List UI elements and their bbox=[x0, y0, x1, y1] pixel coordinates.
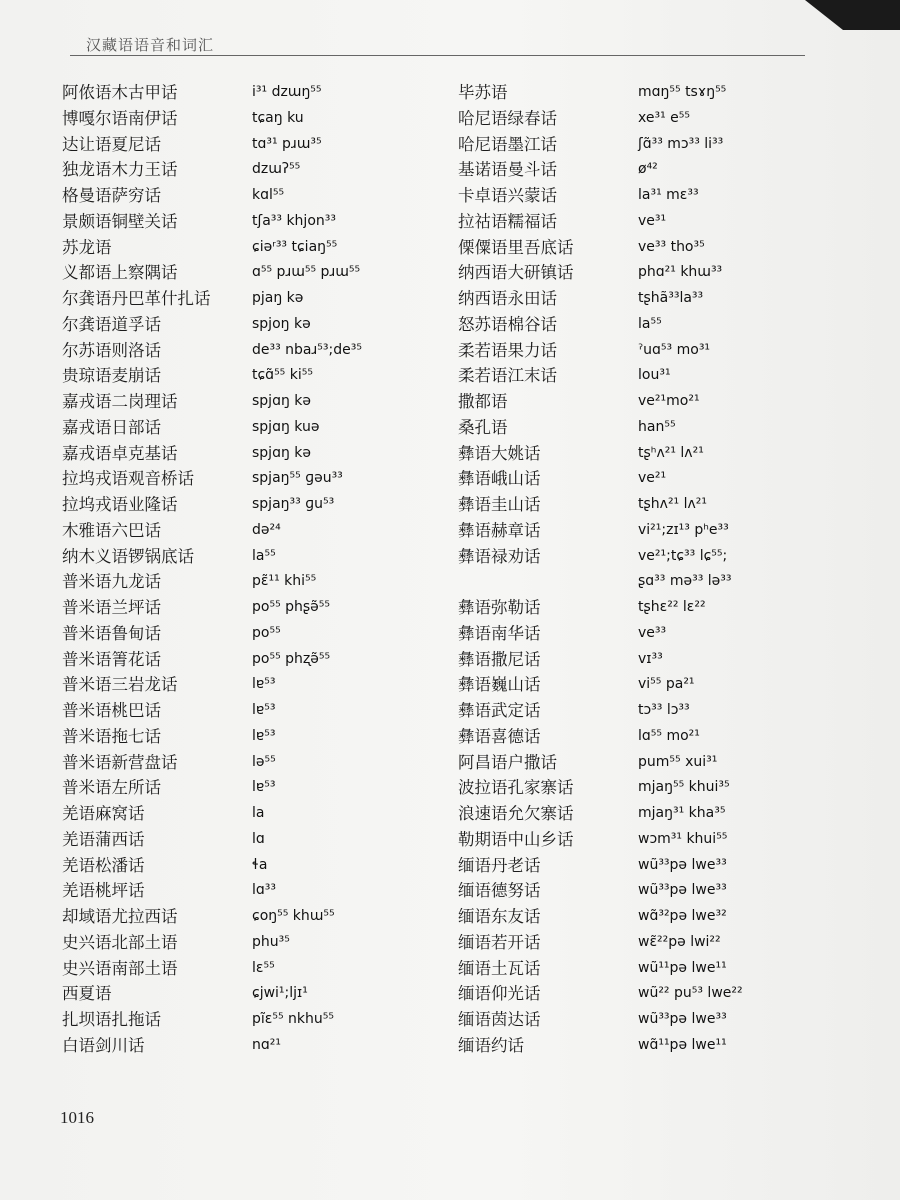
phonetic-form: pɛ̃¹¹ khi⁵⁵ bbox=[252, 573, 317, 590]
dialect-name: 纳西语永田话 bbox=[458, 289, 557, 308]
entry-row bbox=[458, 801, 818, 827]
dialect-name: 普米语兰坪话 bbox=[62, 598, 161, 617]
entry-row bbox=[62, 981, 442, 1007]
entry-row bbox=[62, 260, 442, 286]
dialect-name: 缅语土瓦话 bbox=[458, 958, 541, 978]
entry-row bbox=[62, 441, 442, 467]
phonetic-form: ve²¹ bbox=[638, 470, 667, 487]
entry-row bbox=[458, 183, 818, 209]
dialect-name: 白语剑川话 bbox=[62, 1035, 145, 1055]
phonetic-form: la³¹ mɛ³³ bbox=[638, 187, 699, 203]
phonetic-form: lɑ bbox=[252, 830, 265, 847]
phonetic-form: wũ³³pə lwe³³ bbox=[638, 856, 727, 873]
dialect-name: 傈僳语里吾底话 bbox=[458, 237, 574, 257]
entry-row bbox=[62, 389, 442, 415]
dialect-name: 史兴语南部土语 bbox=[62, 958, 178, 978]
dialect-name: 基诺语曼斗话 bbox=[458, 160, 557, 180]
phonetic-form: han⁵⁵ bbox=[638, 418, 676, 435]
phonetic-form: ʂɑ³³ mə³³ lə³³ bbox=[638, 573, 732, 590]
entry-row bbox=[62, 775, 442, 801]
entry-row bbox=[62, 363, 442, 389]
entry-row bbox=[458, 260, 818, 286]
dialect-name: 波拉语孔家寨话 bbox=[458, 778, 574, 798]
entry-row bbox=[62, 853, 442, 879]
entry-row bbox=[458, 363, 818, 389]
entry-row bbox=[62, 132, 442, 158]
phonetic-form: la bbox=[252, 805, 265, 821]
entry-row bbox=[62, 827, 442, 853]
entry-row bbox=[62, 544, 442, 570]
dialect-name: 缅语茵达话 bbox=[458, 1010, 541, 1029]
entry-row bbox=[62, 286, 442, 312]
dialect-name: 卡卓语兴蒙话 bbox=[458, 186, 557, 205]
dialect-name: 阿侬语木古甲话 bbox=[62, 83, 178, 102]
entry-row bbox=[458, 492, 818, 518]
dialect-name: 木雅语六巴话 bbox=[62, 520, 161, 540]
phonetic-form: tʂʰʌ²¹ lʌ²¹ bbox=[638, 444, 704, 461]
dialect-name: 缅语东友话 bbox=[458, 907, 541, 926]
phonetic-form: lɐ⁵³ bbox=[252, 676, 276, 693]
dialect-name: 撒都语 bbox=[458, 392, 508, 411]
phonetic-form: spjɑŋ kuə bbox=[252, 418, 320, 435]
phonetic-form: tɑ³¹ pɹɯ³⁵ bbox=[252, 135, 322, 152]
phonetic-form: pjaŋ kə bbox=[252, 290, 304, 306]
dialect-name: 彝语武定话 bbox=[458, 701, 541, 720]
dialect-name: 彝语弥勒话 bbox=[458, 598, 541, 617]
dialect-name: 嘉戎语二岗理话 bbox=[62, 392, 178, 411]
phonetic-form: ˀuɑ⁵³ mo³¹ bbox=[638, 341, 711, 358]
entry-row bbox=[62, 1033, 442, 1059]
entry-row bbox=[62, 415, 442, 441]
dialect-name: 苏龙语 bbox=[62, 237, 112, 257]
dialect-name: 尔苏语则洛话 bbox=[62, 340, 161, 360]
entry-row bbox=[62, 621, 442, 647]
entry-row bbox=[62, 80, 442, 106]
entry-row bbox=[458, 312, 818, 338]
dialect-name: 柔若语江末话 bbox=[458, 366, 557, 386]
dialect-name: 彝语圭山话 bbox=[458, 495, 541, 514]
right-column bbox=[458, 80, 818, 1059]
phonetic-form: phɑ²¹ khɯ³³ bbox=[638, 264, 723, 281]
dialect-name: 嘉戎语日部话 bbox=[62, 417, 161, 437]
dialect-name: 缅语丹老话 bbox=[458, 855, 541, 875]
entry-row bbox=[458, 930, 818, 956]
phonetic-form: wũ¹¹pə lwe¹¹ bbox=[638, 959, 727, 976]
phonetic-form: ɑ⁵⁵ pɹɯ⁵⁵ pɹɯ⁵⁵ bbox=[252, 264, 361, 281]
phonetic-form: lə⁵⁵ bbox=[252, 753, 276, 770]
phonetic-form: mjaŋ³¹ kha³⁵ bbox=[638, 805, 726, 821]
dialect-name: 拉坞戎语观音桥话 bbox=[62, 469, 194, 489]
entry-row bbox=[62, 750, 442, 776]
phonetic-form: tʃa³³ khjon³³ bbox=[252, 212, 336, 229]
phonetic-form: pum⁵⁵ xui³¹ bbox=[638, 753, 718, 770]
left-column bbox=[62, 80, 442, 1059]
entry-row bbox=[62, 724, 442, 750]
dialect-name: 羌语松潘话 bbox=[62, 855, 145, 875]
dialect-name: 彝语赫章话 bbox=[458, 520, 541, 540]
dialect-name: 格曼语萨穷话 bbox=[62, 186, 161, 205]
entry-row bbox=[458, 466, 818, 492]
entry-row bbox=[458, 286, 818, 312]
entry-row bbox=[62, 801, 442, 827]
header-rule bbox=[70, 55, 805, 56]
dialect-name: 达让语夏尼话 bbox=[62, 134, 161, 154]
dialect-name: 尔龚语丹巴革什扎话 bbox=[62, 289, 211, 308]
entry-row bbox=[458, 157, 818, 183]
dialect-name: 义都语上察隅话 bbox=[62, 263, 178, 283]
dialect-name: 缅语约话 bbox=[458, 1035, 524, 1055]
phonetic-form: po⁵⁵ phʐə̃⁵⁵ bbox=[252, 650, 331, 667]
entry-row bbox=[62, 672, 442, 698]
phonetic-form: vɪ³³ bbox=[638, 650, 663, 667]
phonetic-form: tʂhɛ²² lɛ²² bbox=[638, 599, 706, 615]
phonetic-form: wɑ̃³²pə lwe³² bbox=[638, 908, 727, 924]
phonetic-form: pĩɛ⁵⁵ nkhu⁵⁵ bbox=[252, 1011, 334, 1027]
phonetic-form: tʂhʌ²¹ lʌ²¹ bbox=[638, 496, 708, 512]
phonetic-form: wɔm³¹ khui⁵⁵ bbox=[638, 830, 728, 847]
phonetic-form: nɑ²¹ bbox=[252, 1036, 281, 1053]
entry-row bbox=[458, 750, 818, 776]
dialect-name: 普米语拖七话 bbox=[62, 726, 161, 746]
entry-row bbox=[458, 569, 818, 595]
phonetic-form: ɕoŋ⁵⁵ khɯ⁵⁵ bbox=[252, 908, 335, 924]
entry-row bbox=[458, 209, 818, 235]
dialect-name: 彝语禄劝话 bbox=[458, 546, 541, 566]
entry-row bbox=[458, 595, 818, 621]
dialect-name: 勒期语中山乡话 bbox=[458, 829, 574, 849]
entry-row bbox=[458, 672, 818, 698]
entry-row bbox=[62, 235, 442, 261]
phonetic-form: tɔ³³ lɔ³³ bbox=[638, 702, 690, 718]
dialect-name: 怒苏语棉谷话 bbox=[458, 314, 557, 334]
phonetic-form: ve³³ bbox=[638, 624, 667, 641]
phonetic-form: ɬa bbox=[252, 856, 268, 873]
phonetic-form: də²⁴ bbox=[252, 521, 281, 538]
dialect-name: 羌语麻窝话 bbox=[62, 804, 145, 823]
dialect-name: 柔若语果力话 bbox=[458, 340, 557, 360]
dialect-name: 缅语仰光话 bbox=[458, 984, 541, 1004]
dialect-name: 纳木义语锣锅底话 bbox=[62, 546, 194, 566]
entry-row bbox=[458, 647, 818, 673]
phonetic-form: mɑŋ⁵⁵ tsɤŋ⁵⁵ bbox=[638, 84, 727, 100]
entry-row bbox=[458, 775, 818, 801]
phonetic-form: wũ³³pə lwe³³ bbox=[638, 882, 727, 899]
entry-row bbox=[62, 878, 442, 904]
entry-row bbox=[62, 338, 442, 364]
phonetic-form: phu³⁵ bbox=[252, 933, 290, 950]
dialect-name: 贵琼语麦崩话 bbox=[62, 366, 161, 386]
entry-row bbox=[62, 904, 442, 930]
phonetic-form: spjɑŋ kə bbox=[252, 393, 312, 409]
entry-row bbox=[62, 209, 442, 235]
phonetic-form: wɑ̃¹¹pə lwe¹¹ bbox=[638, 1036, 727, 1053]
entry-row bbox=[458, 106, 818, 132]
entry-row bbox=[458, 981, 818, 1007]
phonetic-form: wɛ̃²²pə lwi²² bbox=[638, 933, 721, 950]
phonetic-form: ɕjwi¹;ljɪ¹ bbox=[252, 985, 308, 1002]
phonetic-form: lɛ⁵⁵ bbox=[252, 959, 275, 976]
dialect-name: 普米语左所话 bbox=[62, 778, 161, 798]
phonetic-form: xe³¹ e⁵⁵ bbox=[638, 109, 690, 126]
dialect-name: 尔龚语道孚话 bbox=[62, 314, 161, 334]
phonetic-form: po⁵⁵ phʂə̃⁵⁵ bbox=[252, 599, 331, 615]
dialect-name: 彝语大姚话 bbox=[458, 443, 541, 463]
entry-row bbox=[458, 518, 818, 544]
entry-row bbox=[458, 1033, 818, 1059]
phonetic-form: tɕaŋ ku bbox=[252, 109, 304, 126]
entry-row bbox=[458, 415, 818, 441]
entry-row bbox=[458, 878, 818, 904]
page-number: 1016 bbox=[60, 1108, 94, 1127]
dialect-name: 羌语桃坪话 bbox=[62, 881, 145, 901]
phonetic-form: la⁵⁵ bbox=[638, 315, 662, 332]
phonetic-form: dzɯʔ⁵⁵ bbox=[252, 161, 301, 178]
phonetic-form: wũ³³pə lwe³³ bbox=[638, 1011, 727, 1027]
phonetic-form: tʂhã³³la³³ bbox=[638, 290, 704, 306]
entry-row bbox=[62, 1007, 442, 1033]
entry-row bbox=[458, 698, 818, 724]
entry-row bbox=[458, 621, 818, 647]
dialect-name: 彝语喜德话 bbox=[458, 726, 541, 746]
entry-row bbox=[458, 1007, 818, 1033]
dialect-name: 纳西语大研镇话 bbox=[458, 263, 574, 283]
dialect-name: 景颇语铜壁关话 bbox=[62, 211, 178, 231]
entry-row bbox=[62, 647, 442, 673]
dialect-name: 普米语鲁甸话 bbox=[62, 623, 161, 643]
dialect-name: 桑孔语 bbox=[458, 417, 508, 437]
phonetic-form: ʃɑ̃³³ mɔ³³ li³³ bbox=[638, 135, 724, 152]
entry-row bbox=[458, 80, 818, 106]
phonetic-form: ve²¹mo²¹ bbox=[638, 393, 700, 409]
phonetic-form: lɐ⁵³ bbox=[252, 702, 276, 718]
dialect-name: 浪速语允欠寨话 bbox=[458, 804, 574, 823]
entry-row bbox=[458, 132, 818, 158]
phonetic-form: lɐ⁵³ bbox=[252, 779, 276, 796]
phonetic-form: spjoŋ kə bbox=[252, 315, 311, 332]
dialect-name: 普米语桃巴话 bbox=[62, 701, 161, 720]
phonetic-form: tɕɑ̃⁵⁵ ki⁵⁵ bbox=[252, 367, 313, 384]
dialect-name: 普米语三岩龙话 bbox=[62, 675, 178, 695]
dialect-name: 彝语巍山话 bbox=[458, 675, 541, 695]
dialect-name: 哈尼语墨江话 bbox=[458, 134, 557, 154]
phonetic-form: lɐ⁵³ bbox=[252, 727, 276, 744]
phonetic-form: la⁵⁵ bbox=[252, 547, 276, 564]
phonetic-form: lɑ⁵⁵ mo²¹ bbox=[638, 727, 700, 744]
dialect-name: 拉坞戎语业隆话 bbox=[62, 495, 178, 514]
entry-row bbox=[62, 518, 442, 544]
dialect-name: 缅语若开话 bbox=[458, 932, 541, 952]
phonetic-form: ve³¹ bbox=[638, 212, 667, 229]
dialect-name: 独龙语木力王话 bbox=[62, 160, 178, 180]
phonetic-form: spjɑŋ kə bbox=[252, 444, 312, 461]
entry-row bbox=[62, 183, 442, 209]
dialect-name: 扎坝语扎拖话 bbox=[62, 1010, 161, 1029]
phonetic-form: kɑl⁵⁵ bbox=[252, 187, 285, 203]
entry-row bbox=[458, 827, 818, 853]
dialect-name: 缅语德努话 bbox=[458, 881, 541, 901]
phonetic-form: lou³¹ bbox=[638, 367, 671, 384]
phonetic-form: po⁵⁵ bbox=[252, 624, 281, 641]
phonetic-form: spjaŋ⁵⁵ ɡəu³³ bbox=[252, 470, 343, 487]
entry-row bbox=[62, 698, 442, 724]
phonetic-form: ɕiəʳ³³ tɕiaŋ⁵⁵ bbox=[252, 238, 338, 255]
phonetic-form: ø⁴² bbox=[638, 161, 658, 178]
entry-row bbox=[62, 312, 442, 338]
entry-row bbox=[458, 853, 818, 879]
running-header: 汉藏语语音和词汇 bbox=[86, 38, 215, 54]
entry-row bbox=[458, 956, 818, 982]
dialect-name: 普米语箐花话 bbox=[62, 649, 161, 669]
entry-row bbox=[458, 544, 818, 570]
phonetic-form: lɑ³³ bbox=[252, 882, 277, 899]
entry-row bbox=[458, 724, 818, 750]
scan-corner-shadow bbox=[805, 0, 900, 30]
dialect-name: 彝语南华话 bbox=[458, 623, 541, 643]
dialect-name: 拉祜语糯福话 bbox=[458, 211, 557, 231]
entry-row bbox=[62, 466, 442, 492]
phonetic-form: de³³ nbaɹ⁵³;de³⁵ bbox=[252, 341, 362, 358]
entry-row bbox=[458, 389, 818, 415]
dialect-name: 毕苏语 bbox=[458, 83, 508, 102]
phonetic-form: ve²¹;tɕ³³ lɕ⁵⁵; bbox=[638, 547, 728, 564]
dialect-name: 彝语撒尼话 bbox=[458, 649, 541, 669]
phonetic-form: vi²¹;zɪ¹³ pʰe³³ bbox=[638, 521, 729, 538]
dialect-name: 普米语九龙话 bbox=[62, 572, 161, 592]
entry-row bbox=[458, 338, 818, 364]
dialect-name: 阿昌语户撒话 bbox=[458, 752, 557, 772]
entry-row bbox=[62, 595, 442, 621]
phonetic-form: vi⁵⁵ pa²¹ bbox=[638, 676, 695, 693]
entry-row bbox=[62, 569, 442, 595]
phonetic-form: ve³³ tho³⁵ bbox=[638, 238, 705, 255]
entry-row bbox=[62, 492, 442, 518]
phonetic-form: mjaŋ⁵⁵ khui³⁵ bbox=[638, 779, 730, 796]
dialect-name: 普米语新营盘话 bbox=[62, 752, 178, 772]
entry-row bbox=[458, 441, 818, 467]
dialect-name: 哈尼语绿春话 bbox=[458, 108, 557, 128]
entry-row bbox=[458, 235, 818, 261]
phonetic-form: i³¹ dzɯŋ⁵⁵ bbox=[252, 84, 322, 100]
entry-row bbox=[62, 956, 442, 982]
phonetic-form: wũ²² pu⁵³ lwe²² bbox=[638, 985, 743, 1002]
entry-row bbox=[62, 930, 442, 956]
dialect-name: 西夏语 bbox=[62, 984, 112, 1004]
dialect-name: 却域语尤拉西话 bbox=[62, 907, 178, 926]
dialect-name: 嘉戎语卓克基话 bbox=[62, 443, 178, 463]
dialect-name: 羌语蒲西话 bbox=[62, 829, 145, 849]
entry-row bbox=[62, 106, 442, 132]
entry-row bbox=[62, 157, 442, 183]
dialect-name: 博嘎尔语南伊话 bbox=[62, 108, 178, 128]
dialect-name: 彝语峨山话 bbox=[458, 469, 541, 489]
phonetic-form: spjaŋ³³ ɡu⁵³ bbox=[252, 496, 335, 512]
entry-row bbox=[458, 904, 818, 930]
dialect-name: 史兴语北部土语 bbox=[62, 932, 178, 952]
